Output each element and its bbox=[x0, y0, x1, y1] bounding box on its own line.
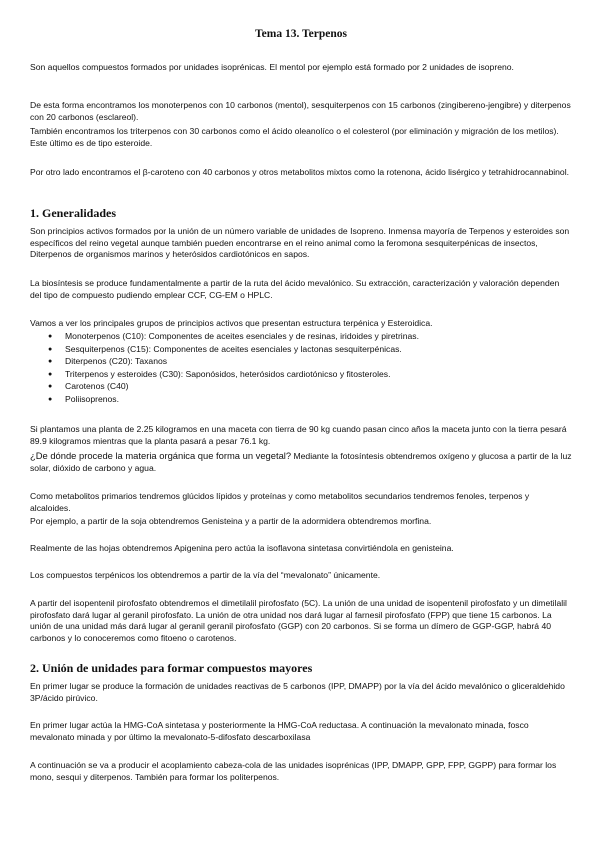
list-item: ● Diterpenos (C20): Taxanos bbox=[48, 356, 568, 369]
intro-paragraph-2b: También encontramos los triterpenos con 30 carbonos como el ácido oleanolíco o el colesterol (por eliminación y migración de los metilos). Este último es de tipo esteroide. bbox=[30, 126, 559, 148]
section-1-heading: 1. Generalidades bbox=[30, 206, 116, 220]
section-2-paragraph-2: En primer lugar actúa la HMG-CoA sintetasa y posteriormente la HMG-CoA reductasa. A continuación la mevalonato minada, fosco mevalonato minada y por último la mevalonato-5-difosfato descarboxilasa bbox=[30, 720, 529, 742]
list-item: ● Triterpenos y esteroides (C30): Saponósidos, heterósidos cardiotónicso y fitosteroles. bbox=[48, 369, 568, 382]
section-1-paragraph-5a: Como metabolitos primarios tendremos glúcidos lípidos y proteínas y como metabolitos secundarios tendremos fenoles, terpenos y alcaloides. bbox=[30, 491, 530, 513]
list-item: ● Carotenos (C40) bbox=[48, 381, 568, 394]
intro-paragraph-2a: De esta forma encontramos los monoterpenos con 10 carbonos (mentol), sesquiterpenos con 15 carbonos (zingibereno-jengibre) y diterpenos con 20 carbonos (esclareol). bbox=[30, 100, 571, 122]
section-1-paragraph-6: Realmente de las hojas obtendremos Apigenina pero actúa la isoflavona sintetasa convirtiéndola en genisteina. bbox=[30, 543, 454, 553]
section-2-paragraph-1: En primer lugar se produce la formación de unidades reactivas de 5 carbonos (IPP, DMAPP) por la vía del ácido mevalónico o gliceraldehido 3P/ácido pirúvico. bbox=[30, 681, 565, 703]
section-1-paragraph-5b: Por ejemplo, a partir de la soja obtendremos Genisteina y a partir de la adormidera obtendremos morfina. bbox=[30, 516, 432, 526]
answer-text: Mediante la fotosíntesis obtendremos oxígeno y glucosa a partir de la luz solar, dióxido de carbono y agua. bbox=[30, 451, 572, 473]
question-text: ¿De dónde procede la materia orgánica que forma un vegetal? bbox=[30, 450, 292, 461]
section-1-paragraph-4a: Si plantamos una planta de 2.25 kilogramos en una maceta con tierra de 90 kg cuando pasan cinco años la maceta junto con la tierra pesará 89.9 kilogramos mientras que la planta pasará a pesar 76.1 kg. bbox=[30, 424, 567, 446]
list-item: ● Monoterpenos (C10): Componentes de aceites esenciales y de resinas, iridoides y piretrinas. bbox=[48, 331, 568, 344]
page-title: Tema 13. Terpenos bbox=[255, 28, 347, 40]
terpene-groups-list bbox=[48, 331, 568, 407]
intro-paragraph-1: Son aquellos compuestos formados por unidades isoprénicas. El mentol por ejemplo está formado por 2 unidades de isopreno. bbox=[30, 62, 514, 72]
intro-paragraph-3: Por otro lado encontramos el β-caroteno con 40 carbonos y otros metabolitos mixtos como la rotenona, ácido lisérgico y tetrahidrocannabinol. bbox=[30, 167, 569, 177]
list-item: ● Poliisoprenos. bbox=[48, 394, 568, 407]
section-2-heading: 2. Unión de unidades para formar compuestos mayores bbox=[30, 661, 313, 675]
list-item: ● Sesquiterpenos (C15): Componentes de aceites esenciales y lactonas sesquiterpénicas. bbox=[48, 344, 568, 357]
section-1-paragraph-1: Son principios activos formados por la unión de un número variable de unidades de Isopreno. Inmensa mayoría de Terpenos y esteroides son específicos del reino vegetal aunque también pueden encontrarse en el reino animal como la feromona sesquiterpénicas de insectos, Diterpenos de organismos marinos y heterósidos cardiotónicos en sapos. bbox=[30, 226, 570, 260]
section-1-paragraph-2: La biosíntesis se produce fundamentalmente a partir de la ruta del ácido mevalónico. Su extracción, caracterización y valoración dependen del tipo de compuesto pudiendo emplear CCF, CG-EM o HPLC. bbox=[30, 278, 560, 300]
section-1-paragraph-7: Los compuestos terpénicos los obtendremos a partir de la vía del “mevalonato” únicamente. bbox=[30, 570, 381, 580]
section-1-paragraph-3: Vamos a ver los principales grupos de principios activos que presentan estructura terpénica y Esteroidica. bbox=[30, 318, 433, 328]
section-1-paragraph-4b bbox=[30, 450, 572, 474]
section-1-paragraph-8: A partir del isopentenil pirofosfato obtendremos el dimetilalil pirofosfato (5C). La unión de una unidad de isopentenil pirofosfato y un dimetilalil pirofosfato dará lugar al geranil pirofosfato. La unión de otra unidad nos dará lugar al farnesil pirofosfato (FPP) que tiene 15 carbonos. La unión de una unidad más dará lugar al geranil geranil pirofosfato (GGP) con 20 carbonos. Si se forma un dímero de GGP-GGP, habrá 40 carbonos y lo conoceremos como fitoeno o carotenos. bbox=[30, 598, 567, 643]
section-2-paragraph-3: A continuación se va a producir el acoplamiento cabeza-cola de las unidades isoprénicas (IPP, DMAPP, GPP, FPP, GGPP) para formar los mono, sesqui y diterpenos. También para formar los politerpenos. bbox=[30, 760, 557, 782]
